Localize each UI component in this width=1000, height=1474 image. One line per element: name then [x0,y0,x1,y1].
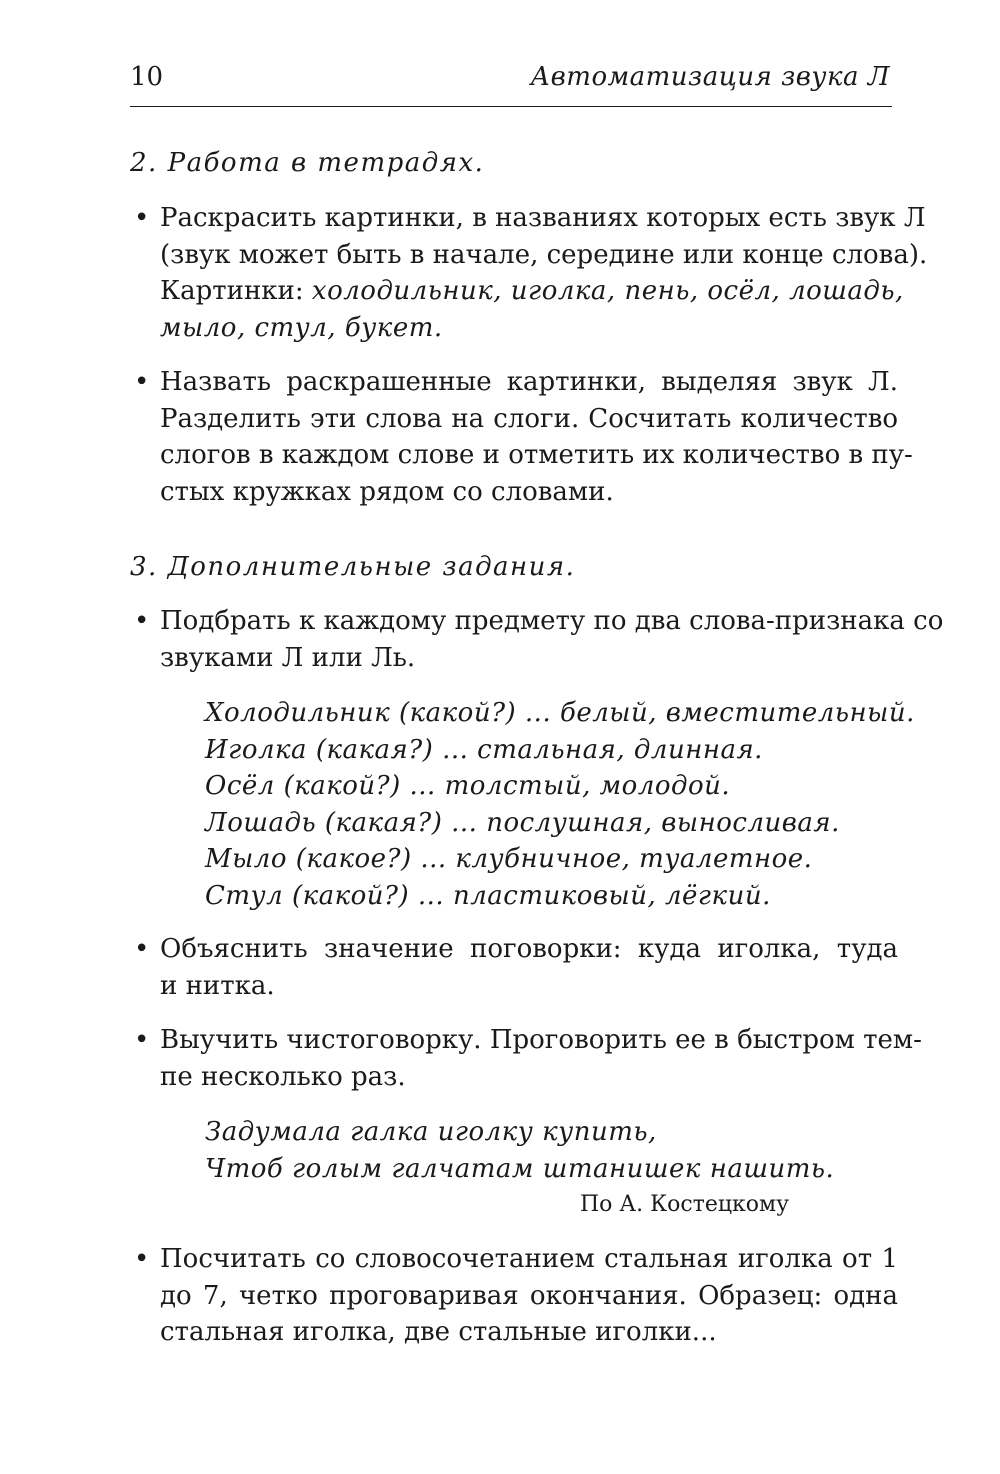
bullet-paragraph [130,1022,922,1095]
poem-attribution: По А. Костецкому [580,1192,790,1217]
page-number: 10 [130,62,164,92]
bullet-paragraph [130,931,898,1004]
example-line: Стул (какой?) ... пластиковый, лёгкий. [205,880,771,911]
poem-line: Задумала галка иголку купить, [205,1117,657,1147]
example-line: Осёл (какой?) ... толстый, молодой. [205,771,731,801]
section-heading-2: 2. Работа в тетрадях. [130,148,485,178]
text-line: • Посчитать со словосочетанием стальная иголка от 1 [160,1244,898,1274]
text-line: • Назвать раскрашенные картинки, выделяя звук Л. [160,367,898,397]
text-line: слогов в каждом слове и отметить их количество в пу- [160,440,913,470]
example-line: Лошадь (какая?) ... послушная, выносливая. [205,807,840,838]
example-line: Иголка (какая?) ... стальная, длинная. [205,734,763,765]
text-line: и нитка. [160,970,275,1001]
running-title: Автоматизация звука Л [530,62,890,92]
bullet-paragraph [130,200,928,346]
text-fragment: Картинки: [160,276,312,306]
text-line: до 7, четко проговаривая окончания. Образец: одна [160,1280,898,1311]
text-line: стых кружках рядом со словами. [160,476,614,507]
text-line [160,273,904,310]
example-line: Мыло (какое?) ... клубничное, туалетное. [205,844,813,874]
bullet-paragraph [130,364,913,510]
italic-words: мыло, стул, букет. [160,312,443,343]
poem-block [205,1114,834,1187]
text-line: стальная иголка, две стальные иголки... [160,1317,717,1347]
example-line: Холодильник (какой?) ... белый, вместительный. [205,698,915,728]
bullet-paragraph [130,603,944,676]
text-line: Разделить эти слова на слоги. Сосчитать количество [160,403,898,434]
section-heading-3: 3. Дополнительные задания. [130,552,576,582]
text-line: пе несколько раз. [160,1061,406,1092]
italic-words: холодильник, иголка, пень, осёл, лошадь, [311,276,904,306]
examples-block [205,695,915,914]
text-line: звуками Л или Ль. [160,642,416,673]
text-line: • Объяснить значение поговорки: куда иголка, туда [160,934,898,964]
text-line: (звук может быть в начале, середине или конце слова). [160,239,928,270]
text-line: • Подбрать к каждому предмету по два слова-признака со [160,606,944,636]
poem-line: Чтоб голым галчатам штанишек нашить. [205,1153,835,1184]
header-rule [130,106,892,107]
text-line: • Раскрасить картинки, в названиях которых есть звук Л [160,203,926,233]
text-line: • Выучить чистоговорку. Проговорить ее в быстром тем- [160,1025,922,1055]
bullet-paragraph [130,1241,898,1351]
